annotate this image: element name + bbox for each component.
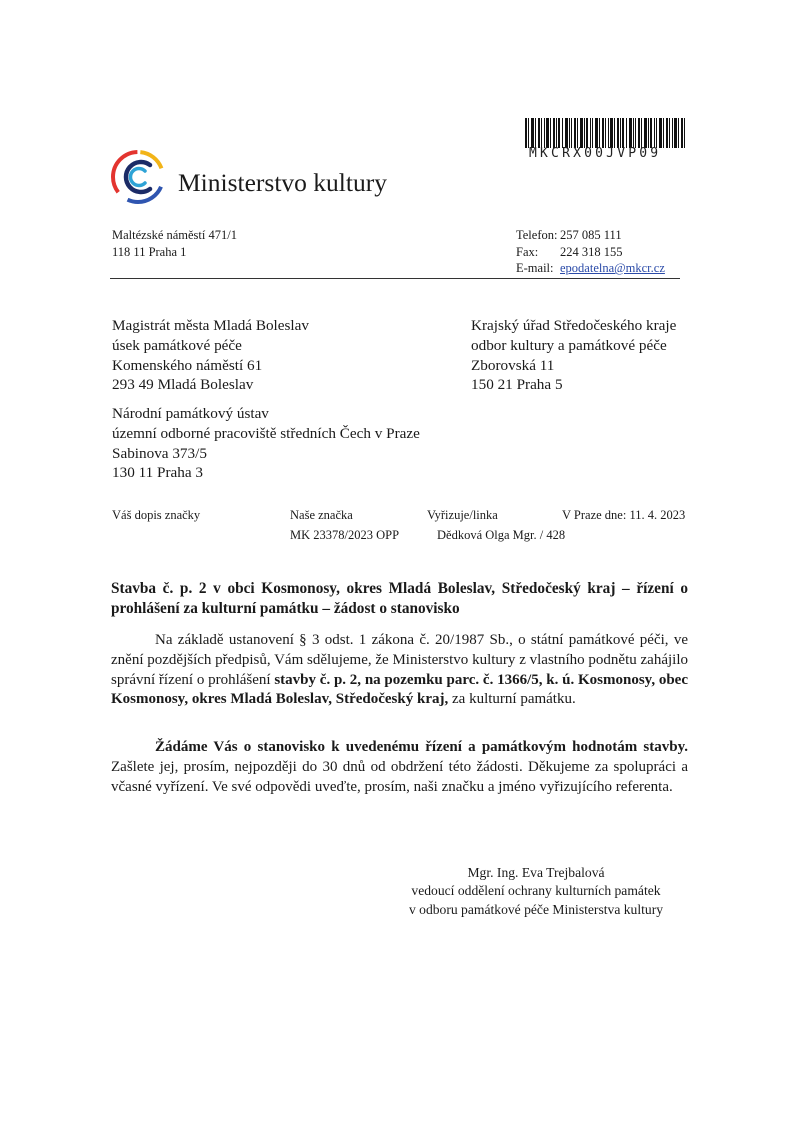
- handled-by-value: Dědková Olga Mgr. / 428: [437, 528, 566, 542]
- recipient-line: 130 11 Praha 3: [112, 464, 203, 482]
- fax-label: Fax:: [516, 244, 539, 259]
- header-divider: [110, 278, 680, 279]
- email-link[interactable]: epodatelna@mkcr.cz: [560, 261, 665, 275]
- recipient-line: odbor kultury a památkové péče: [471, 336, 667, 354]
- body-paragraph: [111, 738, 688, 797]
- contact-block: [516, 227, 665, 277]
- paragraph-text: Zašlete jej, prosím, nejpozději do 30 dnů od obdržení této žádosti. Děkujeme za spolupráci a včasné vyřízení. Ve své odpovědi uveďte, prosím, naši značku a jméno vyřizujícího referenta.: [111, 758, 688, 795]
- address-line: 118 11 Praha 1: [112, 244, 187, 259]
- paragraph-text: Na základě ustanovení § 3 odst. 1 zákona č. 20/1987 Sb., o státní památkové péči, ve znění pozdějších předpisů, Vám sdělujeme, že Ministerstvo kultury z vlastního podnětu zahájilo správní řízení o prohlášení: [111, 632, 688, 688]
- recipient-address: [112, 316, 309, 395]
- our-ref-value: MK 23378/2023 OPP: [290, 528, 400, 542]
- body-paragraph: [111, 631, 688, 710]
- signature-block: [390, 864, 682, 919]
- paragraph-emphasis: stavby č. p. 2, na pozemku parc. č. 1366/5, k. ú. Kosmonosy, obec Kosmonosy, okres Mladá Boleslav, Středočeský kraj,: [111, 671, 688, 708]
- phone-row: [516, 227, 665, 244]
- recipient-line: územní odborné pracoviště středních Čech v Praze: [112, 424, 420, 442]
- recipient-line: úsek památkové péče: [112, 336, 242, 354]
- sender-address: [112, 227, 237, 260]
- paragraph-emphasis: Žádáme Vás o stanovisko k uvedenému řízení a památkovým hodnotám stavby.: [155, 739, 688, 755]
- your-ref-label: Váš dopis značky: [112, 508, 201, 522]
- ministry-name: Ministerstvo kultury: [178, 168, 387, 197]
- recipient-line: 293 49 Mladá Boleslav: [112, 376, 254, 394]
- recipient-line: Magistrát města Mladá Boleslav: [112, 317, 309, 334]
- recipient-line: Zborovská 11: [471, 356, 555, 374]
- fax-value: 224 318 155: [560, 244, 623, 259]
- signatory-role: vedoucí oddělení ochrany kulturních památek: [411, 883, 661, 899]
- recipient-address: [471, 316, 676, 395]
- address-line: Maltézské náměstí 471/1: [112, 228, 237, 242]
- recipient-line: Sabinova 373/5: [112, 444, 207, 462]
- signatory-role: v odboru památkové péče Ministerstva kultury: [408, 901, 664, 917]
- letter-subject: Stavba č. p. 2 v obci Kosmonosy, okres Mladá Boleslav, Středočeský kraj – řízení o prohlášení za kulturní památku – žádost o stanovisko: [111, 580, 688, 617]
- recipient-line: 150 21 Praha 5: [471, 376, 563, 394]
- our-ref-label: Naše značka: [290, 508, 353, 522]
- recipient-line: Krajský úřad Středočeského kraje: [471, 317, 677, 334]
- barcode-image: [525, 118, 685, 148]
- email-label: E-mail:: [516, 261, 554, 275]
- recipient-line: Komenského náměstí 61: [112, 356, 263, 374]
- phone-value: 257 085 111: [560, 228, 622, 242]
- barcode-number: MKCRX00JVP09: [529, 146, 662, 161]
- email-row: [516, 260, 665, 277]
- phone-label: Telefon:: [516, 228, 558, 242]
- handled-by-label: Vyřizuje/linka: [427, 508, 498, 522]
- recipient-line: Národní památkový ústav: [112, 405, 269, 422]
- fax-row: [516, 244, 665, 261]
- letter-date: V Praze dne: 11. 4. 2023: [562, 508, 686, 522]
- paragraph-text: za kulturní památku.: [448, 691, 576, 708]
- ministry-logo-icon: [110, 149, 166, 205]
- recipient-address: [112, 404, 420, 483]
- signatory-name: Mgr. Ing. Eva Trejbalová: [467, 865, 605, 880]
